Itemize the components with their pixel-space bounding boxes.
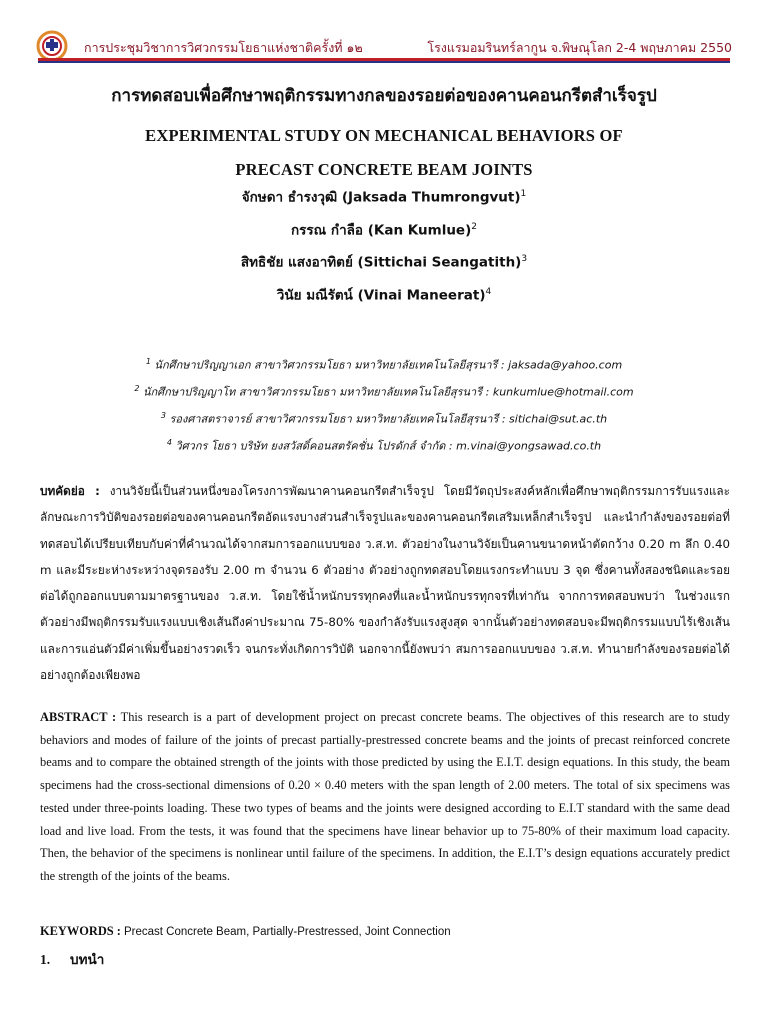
section-title: บทนำ [70, 952, 105, 968]
conference-name: การประชุมวิชาการวิศวกรรมโยธาแห่งชาติครั้งที่ ๑๒ [84, 40, 363, 55]
abstract-thai-text: งานวิจัยนี้เป็นส่วนหนึ่งของโครงการพัฒนาคานคอนกรีตสำเร็จรูป โดยมีวัตถุประสงค์หลักเพื่อศึกษาพฤติกรรมการรับแรงและลักษณะการวิบัติของรอยต่อของคานคอนกรีตอัดแรงบางส่วนสำเร็จรูปและของคานคอนกรีตเสริมเหล็กสำเร็จรูป และนำกำลังของรอยต่อที่ทดสอบได้เปรียบเทียบกับค่าที่คำนวณได้จากสมการออกแบบของ ว.ส.ท. ตัวอย่างในงานวิจัยเป็นคานขนาดหน้าตัดกว้าง 0.20 m ลึก 0.40 m และมีระยะห่างระหว่างจุดรองรับ 2.00 m จำนวน 6 ตัวอย่าง ตัวอย่างถูกทดสอบโดยแรงกระทำแบบ 3 จุด ซึ่งคานทั้งสองชนิดและรอยต่อได้ถูกออกแบบตามมาตรฐานของ ว.ส.ท. โดยใช้น้ำหนักบรรทุกคงที่และน้ำหนักบรรทุกจรที่เท่ากัน จากการทดสอบพบว่า ในช่วงแรกตัวอย่างมีพฤติกรรมรับแรงแบบเชิงเส้นถึงค่าประมาณ 75-80% ของกำลังรับแรงสูงสุด จากนั้นตัวอย่างทดสอบจะมีพฤติกรรมแบบไร้เชิงเส้น และการแอ่นตัวมีค่าเพิ่มขึ้นอย่างรวดเร็ว จนกระทั่งเกิดการวิบัติ นอกจากนี้ยังพบว่า สมการออกแบบของ ว.ส.ท. ทำนายกำลังของรอยต่อได้อย่างถูกต้องเพียงพอ [40, 484, 731, 683]
author-4: วินัย มณีรัตน์ (Vinai Maneerat)$^4$ [276, 286, 492, 303]
header-rule-blue [38, 61, 730, 63]
affiliation-2: $^2$ นักศึกษาปริญญาโท สาขาวิศวกรรมโยธา มหาวิทยาลัยเทคโนโลยีสุรนารี : kunkumlue@hotmail.com [134, 384, 634, 399]
venue-date: โรงแรมอมรินทร์ลากูน จ.พิษณุโลก 2-4 พฤษภาคม 2550 [427, 40, 732, 55]
affiliation-list [0, 350, 768, 459]
keywords [40, 924, 730, 939]
abstract-thai-label: บทคัดย่อ : [40, 484, 100, 498]
author-3: สิทธิชัย แสงอาทิตย์ (Sittichai Seangatith)$^3$ [240, 254, 528, 271]
author-2: กรรณ กำลือ (Kan Kumlue)$^2$ [291, 221, 477, 238]
author-list [0, 180, 768, 310]
section-heading-introduction [40, 948, 104, 970]
title-english-line2: PRECAST CONCRETE BEAM JOINTS [235, 160, 533, 179]
conference-header [0, 0, 768, 62]
abstract-english [40, 706, 730, 888]
section-number: 1. [40, 952, 51, 967]
abstract-english-text: This research is a part of development project on precast concrete beams. The objectives of this research are to study behaviors and modes of failure of the joints of precast partially-prestressed concrete beams and the joints of precast reinforced concrete beams and to compare the obtained strength of the joints with those predicted by using the E.I.T. design equations. In this study, the beam specimens had the cross-sectional dimensions of 0.20 × 0.40 meters with the span length of 2.00 meters. The total of six specimens was tested under three-points loading. These two types of beams and the joints were designed according to E.I.T standard with the same dead load and live load. From the tests, it was found that the specimens have linear behavior up to 75-80% of their maximum load capacity. Then, the behavior of the specimens is nonlinear until failure of the specimens. In addition, the E.I.T’s design equations accurately predict the strength of the joints of the beams. [40, 710, 731, 883]
affiliation-4: $^4$ วิศวกร โยธา บริษัท ยงสวัสดิ์คอนสตรัคชั่น โปรดักส์ จำกัด : m.vinai@yongsawad.co.th [166, 438, 602, 454]
abstract-thai [40, 478, 730, 688]
affiliation-1: $^1$ นักศึกษาปริญญาเอก สาขาวิศวกรรมโยธา มหาวิทยาลัยเทคโนโลยีสุรนารี : jaksada@yahoo.com [145, 357, 623, 372]
title-thai: การทดสอบเพื่อศึกษาพฤติกรรมทางกลของรอยต่อของคานคอนกรีตสำเร็จรูป [111, 86, 657, 106]
paper-title [0, 82, 768, 187]
author-1: จักษดา ธำรงวุฒิ (Jaksada Thumrongvut)$^1$ [241, 189, 527, 206]
title-english-line1: EXPERIMENTAL STUDY ON MECHANICAL BEHAVIORS OF [145, 126, 623, 145]
abstract-english-label: ABSTRACT : [40, 710, 117, 724]
keywords-label: KEYWORDS : [40, 924, 121, 938]
keywords-text: Precast Concrete Beam, Partially-Prestressed, Joint Connection [124, 926, 451, 938]
affiliation-3: $^3$ รองศาสตราจารย์ สาขาวิศวกรรมโยธา มหาวิทยาลัยเทคโนโลยีสุรนารี : sitichai@sut.ac.th [160, 411, 608, 426]
